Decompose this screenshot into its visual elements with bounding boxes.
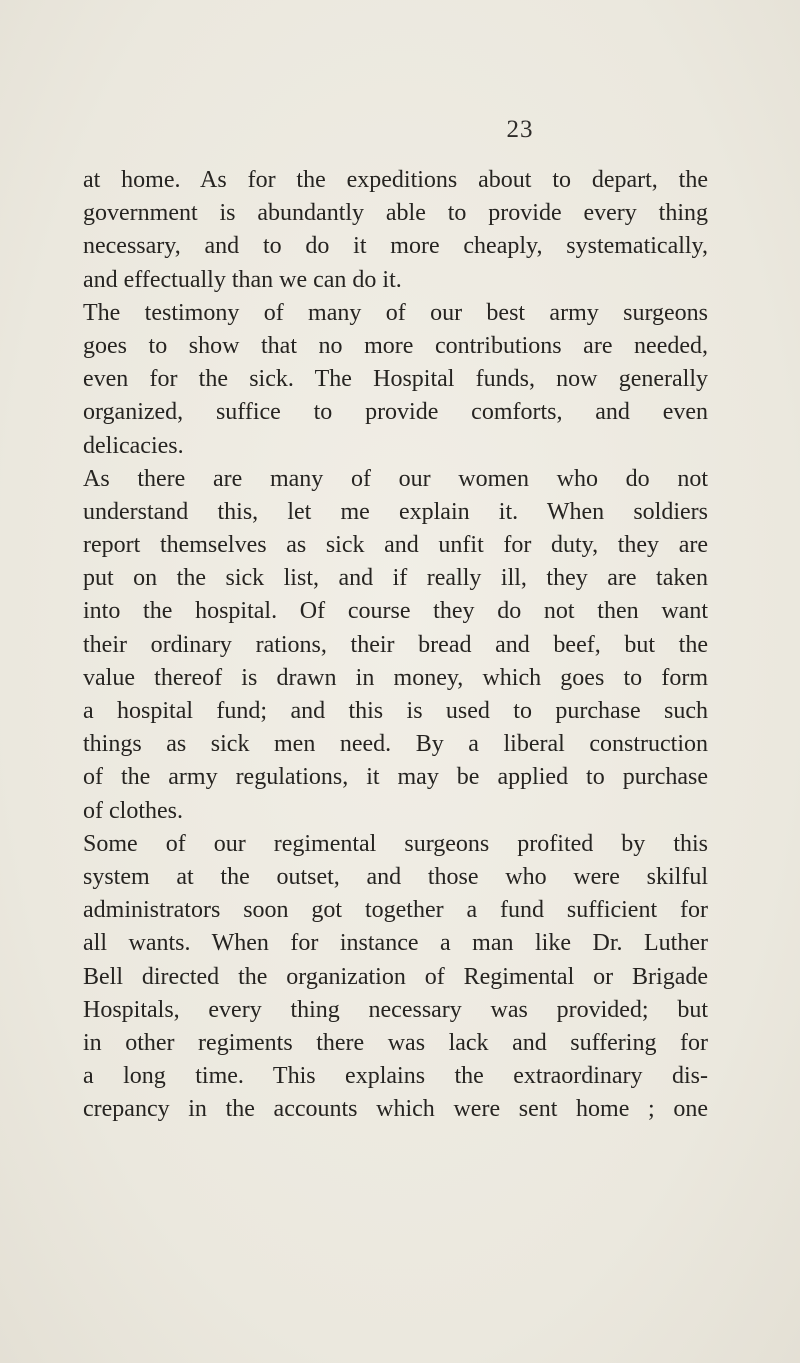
text-line: understand this, let me explain it. When soldiers bbox=[83, 498, 708, 525]
text-line: As there are many of our women who do not bbox=[83, 465, 708, 492]
body-text bbox=[83, 164, 708, 1126]
text-line: Bell directed the organization of Regimental or Brigade bbox=[83, 963, 708, 990]
text-line: a long time. This explains the extraordinary dis- bbox=[83, 1063, 708, 1090]
text-line: even for the sick. The Hospital funds, now generally bbox=[83, 366, 708, 393]
text-line: in other regiments there was lack and suffering for bbox=[83, 1029, 708, 1056]
text-line: The testimony of many of our best army surgeons bbox=[83, 299, 708, 326]
text-line: crepancy in the accounts which were sent home ; one bbox=[83, 1096, 708, 1123]
text-line: necessary, and to do it more cheaply, systematically, bbox=[83, 233, 708, 260]
text-line: Hospitals, every thing necessary was provided; but bbox=[83, 996, 708, 1023]
text-line: value thereof is drawn in money, which goes to form bbox=[83, 664, 708, 691]
text-line: their ordinary rations, their bread and beef, but the bbox=[83, 631, 708, 658]
text-line: government is abundantly able to provide every thing bbox=[83, 200, 708, 227]
text-line: Some of our regimental surgeons profited by this bbox=[83, 830, 708, 857]
text-line: report themselves as sick and unfit for duty, they are bbox=[83, 532, 708, 559]
text-line: all wants. When for instance a man like Dr. Luther bbox=[83, 930, 708, 957]
text-line: put on the sick list, and if really ill, they are taken bbox=[83, 565, 708, 592]
text-line: administrators soon got together a fund sufficient for bbox=[83, 897, 708, 924]
text-line: of clothes. bbox=[83, 797, 183, 824]
page-number: 23 bbox=[506, 116, 534, 143]
text-line: into the hospital. Of course they do not then want bbox=[83, 598, 708, 625]
text-line: goes to show that no more contributions are needed, bbox=[83, 332, 708, 359]
text-line: delicacies. bbox=[83, 432, 184, 459]
text-line: organized, suffice to provide comforts, and even bbox=[83, 399, 708, 426]
text-line: system at the outset, and those who were skilful bbox=[83, 863, 708, 890]
text-line: at home. As for the expeditions about to depart, the bbox=[83, 167, 708, 193]
text-line: a hospital fund; and this is used to purchase such bbox=[83, 698, 708, 724]
text-line: things as sick men need. By a liberal construction bbox=[83, 731, 708, 758]
text-line: and effectually than we can do it. bbox=[83, 266, 402, 293]
text-line: of the army regulations, it may be applied to purchase bbox=[83, 764, 708, 791]
